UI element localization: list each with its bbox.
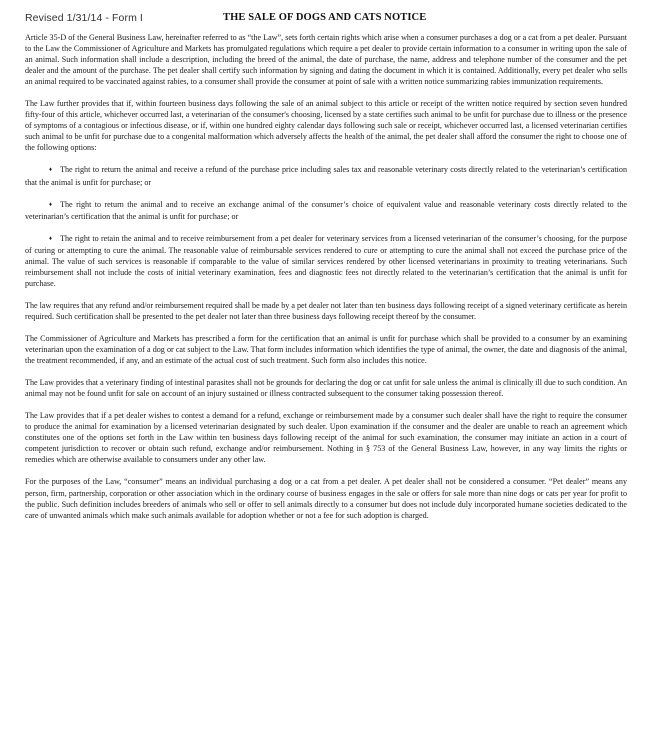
bullet-reimbursement	[25, 233, 627, 289]
paragraph-contest: The Law provides that if a pet dealer wishes to contest a demand for a refund, exchange or reimbursement made by a consumer such dealer shall have the right to require the consumer to produce the animal for examination by a licensed veterinarian designated by such dealer. Upon examination if the consumer and the dealer are unable to reach an agreement which constitutes one of the options set forth in the Law within ten business days following receipt of the animal for such examination, the consumer may initiate an action in a court of competent jurisdiction to recover or obtain such refund, exchange and/or reimbursement. Nothing in § 753 of the General Business Law, however, in any way limits the rights or remedies which are otherwise available to consumers under any other law.	[25, 411, 627, 465]
bullet-reimbursement-text: The right to retain the animal and to receive reimbursement from a pet dealer for veterinary services from a licensed veterinarian of the consumer’s choosing, for the purpose of curing or attempting to cure the animal. The reasonable value of reimbursable services rendered to cure or attempting to cure the animal shall not exceed the purchase price of the animal. The value of such services is reasonable if comparable to the value of similar services rendered by other licensed veterinarians in proximity to treating veterinarians. Such reimbursement shall not include the costs of initial veterinary examination, fees and diagnostic fees not directly related to the veterinarian’s certification that the animal is unfit for purchase.	[25, 233, 627, 288]
bullet-refund	[25, 164, 627, 187]
paragraph-options: The Law further provides that if, within fourteen business days following the sale of an animal subject to this article or receipt of the written notice required by section seven hundred fifty-four of this article, whichever occurred last, a veterinarian of the consumer's choosing, licensed by a state certifies such animal to be unfit for purchase due to illness or the presence of symptoms of a contagious or infectious disease, or if, within one hundred eighty calendar days following such sale or receipt, whichever occurred last, a licensed veterinarian certifies such animal to be unfit for purchase due to a congenital malformation which adversely affects the health of the animal, the pet dealer shall afford the consumer the right to choose one of the following options:	[25, 99, 627, 153]
bullet-exchange-text: The right to return the animal and to receive an exchange animal of the consumer’s choice of equivalent value and reasonable veterinary costs directly related to the veterinarian’s certification that the animal is unfit for purchase; or	[25, 199, 627, 221]
document-page	[25, 10, 627, 532]
document-body	[25, 32, 627, 521]
document-title: THE SALE OF DOGS AND CATS NOTICE	[223, 12, 427, 23]
paragraph-intro: Article 35-D of the General Business Law, hereinafter referred to as “the Law”, sets forth certain rights which arise when a consumer purchases a dog or a cat from a pet dealer. Pursuant to the Law the Commissioner of Agriculture and Markets has promulgated regulations which require a pet dealer to provide certain information to a consumer in writing upon the sale of an animal. Such information shall include a description, including the breed of the animal, the date of purchase, the name, address and telephone number of the consumer and the pet dealer and the amount of the purchase. The pet dealer shall certify such information by signing and dating the document in which it is contained. Additionally, every pet dealer who sells an animal required to be vaccinated against rabies, to a consumer shall provide the consumer at point of sale with a written notice summarizing rabies immunization requirements.	[25, 33, 627, 87]
paragraph-parasites: The Law provides that a veterinary finding of intestinal parasites shall not be grounds for declaring the dog or cat unfit for sale unless the animal is clinically ill due to such condition. An animal may not be found unfit for sale on account of an injury sustained or illness contracted subsequent to the consumer taking possession thereof.	[25, 378, 627, 399]
paragraph-certification-form: The Commissioner of Agriculture and Markets has prescribed a form for the certification that an animal is unfit for purchase which shall be provided to a consumer by an examining veterinarian upon the examination of a dog or cat subject to the Law. That form includes information which identifies the type of animal, the owner, the date and diagnosis of the animal, the treatment recommended, if any, and an estimate of the actual cost of such treatment. Such form also includes this notice.	[25, 333, 627, 366]
paragraph-definitions: For the purposes of the Law, “consumer” means an individual purchasing a dog or a cat from a pet dealer. A pet dealer shall not be considered a consumer. “Pet dealer” means any person, firm, partnership, corporation or other association which in the ordinary course of business engages in the sale or offers for sale more than nine dogs or cats per year for profit to the public. Such definition includes breeders of animals who sell or offer to sell animals directly to a consumer but does not include duly incorporated humane societies dedicated to the care of unwanted animals which make such animals available for adoption whether or not a fee for such adoption is charged.	[25, 477, 627, 520]
bullet-refund-text: The right to return the animal and receive a refund of the purchase price including sales tax and reasonable veterinary costs directly related to the veterinarian’s certification that the animal is unfit for purchase; or	[25, 165, 627, 187]
bullet-exchange	[25, 199, 627, 222]
diamond-bullet-icon: ♦	[49, 235, 53, 242]
diamond-bullet-icon: ♦	[49, 167, 53, 174]
diamond-bullet-icon: ♦	[49, 201, 53, 208]
document-header	[25, 10, 627, 30]
paragraph-refund-timing: The law requires that any refund and/or reimbursement required shall be made by a pet dealer not later than ten business days following receipt of a signed veterinary certificate as herein required. Such certification shall be presented to the pet dealer not later than three business days following receipt thereof by the consumer.	[25, 300, 627, 321]
revision-label: Revised 1/31/14 - Form I	[25, 12, 143, 24]
